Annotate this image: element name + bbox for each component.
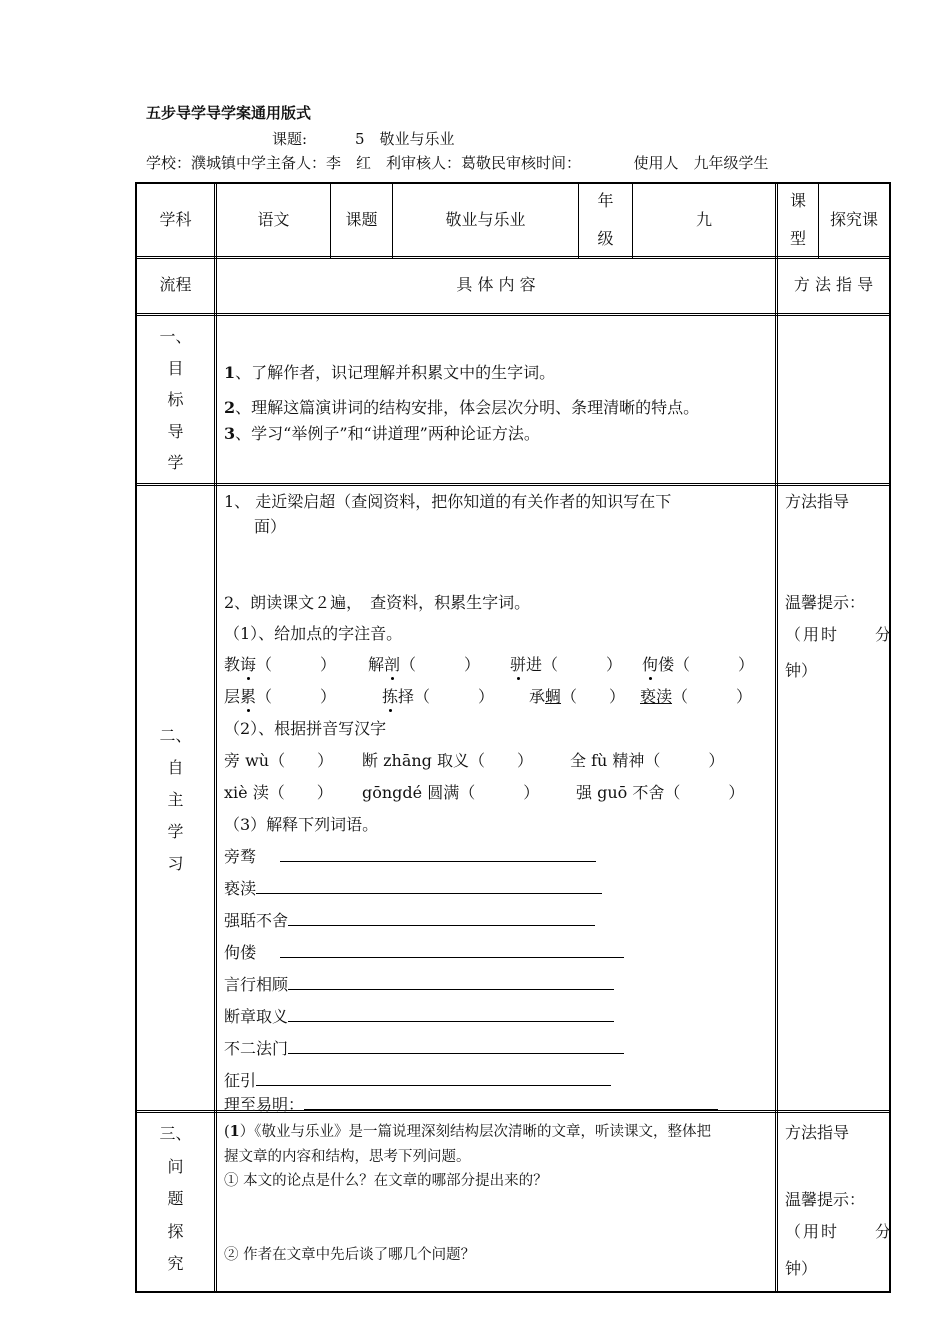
hanzi-item: 旁 wù（ ） [224,751,334,770]
answer-blank[interactable] [288,975,614,990]
section3-label-2: 题 [167,1189,184,1208]
section1-label-3: 导 [167,421,184,441]
goal-3: 3、学习“举例子”和“讲道理”两种论证方法。 [224,424,540,443]
pinyin-item: 佝偻（ ） [642,652,754,675]
section1-label-2: 标 [167,390,184,409]
section3-label-3: 探 [167,1221,184,1241]
topic-value: 5 敬业与乐业 [355,130,455,148]
section3-label-0: 三、 [159,1124,192,1143]
section2-label-3: 学 [167,822,184,841]
term-line: 不二法门 [224,1036,624,1059]
section3-label-1: 问 [167,1156,184,1176]
pinyin-item: 亵渎（ ） [640,687,753,706]
item1-line2: 面） [254,517,287,536]
section3-label [137,1118,214,1281]
type-label-2: 型 [789,229,806,248]
hanzi-item: 断 zhāng 取义（ ） [362,751,533,770]
term-line: 佝偻 [224,940,624,963]
section1-label-1: 目 [167,358,184,378]
answer-blank[interactable] [280,847,596,862]
topic-cell-label: 课题 [345,210,378,229]
tip-min: 钟） [785,1259,818,1278]
goal-2: 2、理解这篇演讲词的结构安排，体会层次分明、条理清晰的特点。 [224,398,700,417]
answer-blank[interactable] [288,1007,614,1022]
tip-title: 温馨提示： [785,1190,866,1209]
section2-label-1: 自 [167,758,184,777]
q-intro-line1: (1）《敬业与乐业》是一篇说理深刻结构层次清晰的文章，听读课文，整体把 [224,1123,712,1140]
answer-blank[interactable] [256,1071,611,1086]
question-2: ② 作者在文章中先后谈了哪几个问题？ [224,1247,476,1263]
section2-label-2: 主 [167,790,184,809]
hanzi-item: gōngdé 圆满（ ） [362,783,540,802]
subject-label: 学科 [159,210,192,229]
item1-line1: 1、 走近梁启超（查阅资料，把你知道的有关作者的知识写在下 [224,492,672,511]
type-value: 探究课 [829,210,878,229]
q-intro-line2: 握文章的内容和结构，思考下列问题。 [224,1149,471,1165]
term-line: 理至易明： [224,1092,718,1115]
hanzi-item: 强 guō 不舍（ ） [576,783,745,802]
section1-label-4: 学 [167,453,184,472]
term-line: 旁骛 [224,844,596,867]
term-line: 征引 [224,1068,611,1091]
method-label: 方 法 指 导 [793,275,874,294]
tip-title: 温馨提示： [785,593,866,612]
tip-time: （用时 分 [785,625,894,644]
goal-1: 1、了解作者，识记理解并积累文中的生字词。 [224,363,556,382]
section2-label-4: 习 [167,854,184,873]
subject-value: 语文 [257,210,290,229]
content-label: 具 体 内 容 [456,275,536,294]
tip-time: （用时 分 [785,1222,894,1241]
answer-blank[interactable] [304,1095,718,1110]
section1-label [137,321,214,479]
sub3: （3）解释下列词语。 [224,815,379,834]
doc-title: 五步导学导学案通用版式 [146,104,312,122]
answer-blank[interactable] [280,943,624,958]
sub2: （2）、根据拼音写汉字 [224,719,387,738]
sub1: （1）、给加点的字注音。 [224,624,403,643]
method-title: 方法指导 [785,492,850,511]
info-line: 学校：濮城镇中学主备人：李 红 利审核人：葛敬民审核时间： 使用人 九年级学生 [146,154,769,172]
type-label-1: 课 [789,191,806,210]
term-line: 言行相顾 [224,972,614,995]
grade-value: 九 [695,210,712,229]
term-line: 亵渎 [224,876,602,899]
pinyin-item: 骈进（ ） [510,652,622,675]
answer-blank[interactable] [256,879,602,894]
section2-label [137,720,214,880]
hanzi-item: 全 fù 精神（ ） [570,751,725,770]
process-label: 流程 [159,275,192,294]
pinyin-item: 层累（ ） [224,684,336,707]
answer-blank[interactable] [288,911,595,926]
item2: 2、朗读课文２遍， 查资料，积累生字词。 [224,593,531,612]
section1-label-0: 一、 [159,327,192,346]
topic-cell-value: 敬业与乐业 [445,210,526,229]
section2-label-0: 二、 [159,726,192,745]
grade-label-2: 级 [597,229,614,248]
pinyin-item: 教诲（ ） [224,652,336,675]
pinyin-item: 承蜩（ ） [529,687,626,706]
hanzi-item: xiè 渎（ ） [224,783,333,802]
question-1: ① 本文的论点是什么？在文章的哪部分提出来的？ [224,1173,548,1189]
pinyin-item: 拣择（ ） [382,684,494,707]
section3-label-4: 究 [167,1254,184,1273]
method-title: 方法指导 [785,1123,850,1142]
answer-blank[interactable] [288,1039,624,1054]
tip-min: 钟） [785,661,818,680]
topic-label: 课题: [272,130,308,148]
pinyin-item: 解剖（ ） [368,652,480,675]
term-line: 断章取义 [224,1004,614,1027]
grade-label-1: 年 [597,191,614,210]
term-line: 强聒不舍 [224,908,595,931]
